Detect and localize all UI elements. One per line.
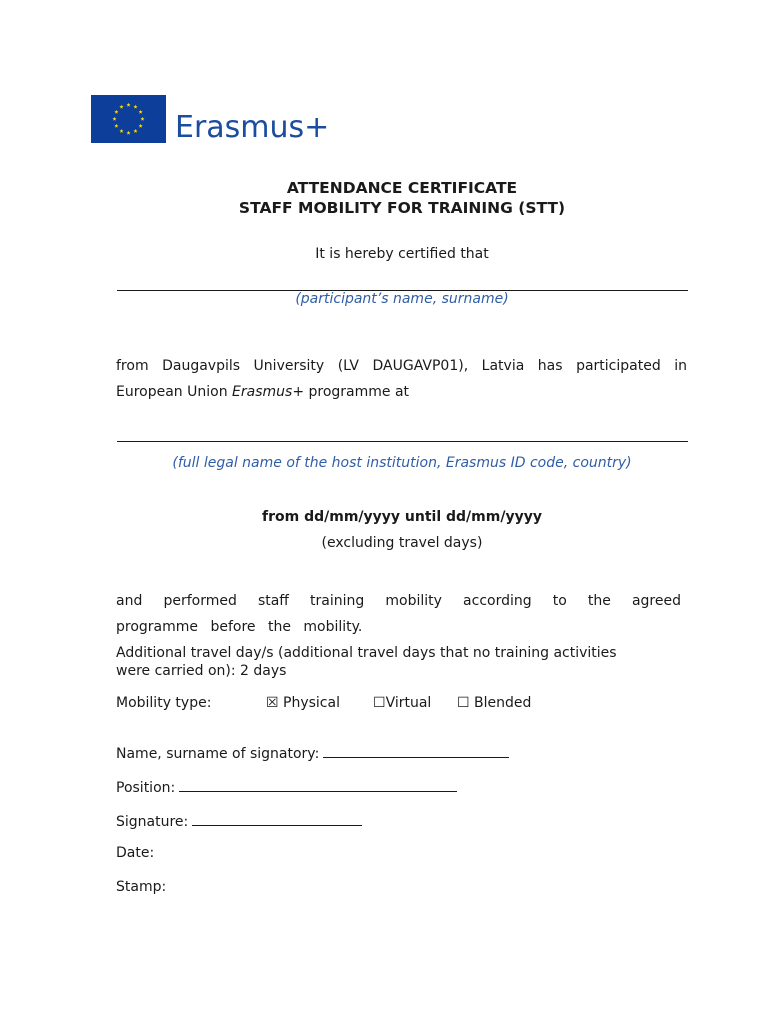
blended-checkbox-icon[interactable]: ☐ [457,695,470,711]
eu-star-icon [140,117,144,121]
erasmus-logo-text: Erasmus+ [175,110,330,145]
from-line-1: from Daugavpils University (LV DAUGAVP01), Latvia has participated in [116,358,687,374]
from-line-2-post: programme at [304,384,410,400]
travel-days-paragraph [116,644,681,680]
eu-star-icon [126,103,130,107]
position-label: Position: [116,780,176,796]
excluding-travel-note: (excluding travel days) [321,535,483,551]
eu-star-icon [133,105,137,109]
position-field [116,777,457,796]
participant-hint: (participant’s name, surname) [295,291,509,307]
stamp-field [116,879,166,895]
eu-stars-icon [91,95,166,143]
stamp-label: Stamp: [116,879,167,895]
physical-label: Physical [278,695,340,711]
signatory-label: Name, surname of signatory: [116,746,320,762]
travel-line-1: Additional travel day/s (additional travel days that no training activities [116,645,617,661]
signature-field [116,811,362,830]
signatory-input-line[interactable] [323,743,509,758]
eu-star-icon [114,124,118,128]
eu-star-icon [139,110,143,114]
eu-star-icon [114,110,118,114]
travel-line-2: were carried on): 2 days [116,663,287,679]
date-field [116,845,154,861]
host-hint: (full legal name of the host institution, Erasmus ID code, country) [172,455,632,471]
certificate-title [116,178,688,218]
physical-checkbox-icon[interactable]: ☒ [266,695,279,711]
eu-star-icon [133,129,137,133]
signature-input-line[interactable] [192,811,362,826]
erasmus-emphasis: Erasmus+ [232,384,305,400]
blended-label: Blended [469,695,532,711]
mobility-blended-option[interactable] [457,695,531,711]
performed-paragraph: and performed staff training mobility according to the agreed programme before the mobility. [116,593,681,635]
virtual-checkbox-icon[interactable]: ☐ [373,695,386,711]
date-range: from dd/mm/yyyy until dd/mm/yyyy [262,509,542,525]
title-line-1: ATTENDANCE CERTIFICATE [286,179,518,197]
mobility-type-row [116,695,211,711]
title-line-2: STAFF MOBILITY FOR TRAINING (STT) [238,199,566,217]
eu-star-icon [119,105,123,109]
eu-flag-icon [91,95,166,143]
eu-star-icon [139,124,143,128]
from-line-2 [116,379,687,405]
from-line-2-pre: European Union [116,384,233,400]
certified-text: It is hereby certified that [315,246,489,262]
virtual-label: Virtual [385,695,432,711]
position-input-line[interactable] [179,777,457,792]
date-label: Date: [116,845,155,861]
eu-star-icon [119,129,123,133]
mobility-physical-option[interactable] [266,695,340,711]
signature-label: Signature: [116,814,189,830]
eu-star-icon [126,131,130,135]
from-paragraph [116,353,687,405]
eu-star-icon [112,117,116,121]
mobility-type-label: Mobility type: [116,695,212,711]
mobility-virtual-option[interactable] [373,695,431,711]
signatory-field [116,743,509,762]
host-institution-line[interactable] [117,441,688,442]
